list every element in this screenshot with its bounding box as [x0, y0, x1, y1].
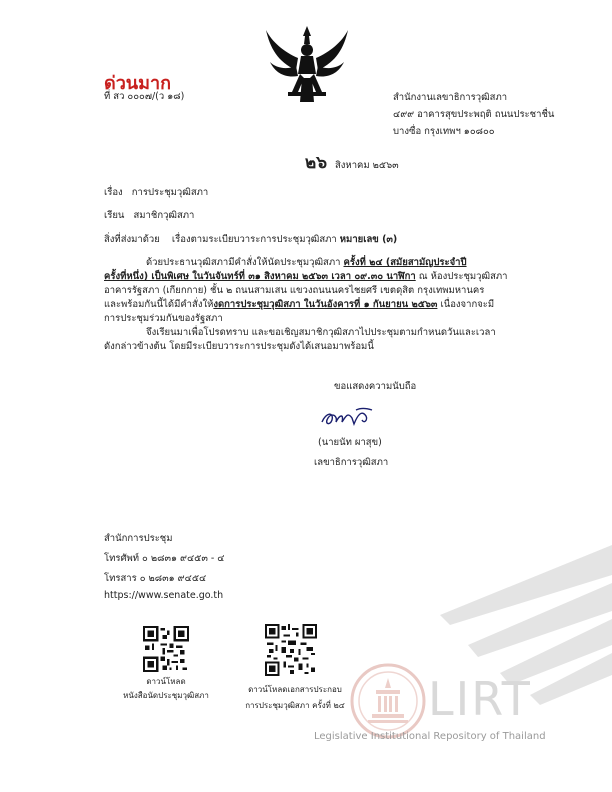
- date-month-year: สิงหาคม ๒๕๖๓: [335, 160, 399, 171]
- body-line: [104, 312, 534, 326]
- meeting-datetime: ครั้งที่หนึ่ง) เป็นพิเศษ ในวันจันทร์ที่ ๓๑ สิงหาคม ๒๕๖๓ เวลา ๐๙.๓๐ นาฬิกา: [104, 271, 416, 282]
- closing: ขอแสดงความนับถือ: [334, 381, 417, 392]
- lirt-watermark-text: LIRT: [428, 672, 532, 726]
- subject-label: เรื่อง: [104, 187, 123, 198]
- cancelled-meeting: งดการประชุมวุฒิสภา ในวันอังคารที่ ๑ กันยายน ๒๕๖๓: [213, 299, 438, 310]
- sender-line-2: ๔๙๙ อาคารสุขประพฤติ ถนนประชาชื่น: [393, 109, 555, 120]
- footer-office: สำนักการประชุม: [104, 533, 173, 544]
- date-day: ๒๖: [305, 153, 327, 173]
- body-line: ดังกล่าวข้างต้น โดยมีระเบียบวาระการประชุมดังได้เสนอมาพร้อมนี้: [104, 341, 374, 352]
- sender-line-1: สำนักงานเลขาธิการวุฒิสภา: [393, 92, 508, 103]
- garuda-emblem: [262, 22, 352, 108]
- recipient-row: [104, 209, 194, 223]
- attachment-row: [104, 233, 397, 247]
- subject-text: การประชุมวุฒิสภา: [131, 187, 209, 198]
- body-paragraph-2: [104, 326, 534, 354]
- signer-name: (นายนัท ผาสุข): [318, 437, 382, 448]
- body-line: [104, 270, 534, 284]
- signer-title: เลขาธิการวุฒิสภา: [314, 457, 389, 468]
- body-text: การประชุมร่วมกันของรัฐสภา: [104, 313, 223, 324]
- signature: [318, 404, 380, 430]
- body-line: [104, 298, 534, 312]
- footer-phone: โทรศัพท์ ๐ ๒๘๓๑ ๙๔๕๓ - ๔: [104, 553, 225, 564]
- attachment-label: สิ่งที่ส่งมาด้วย: [104, 234, 160, 245]
- recipient-label: เรียน: [104, 210, 125, 221]
- body-text: และพร้อมกันนี้ได้มีคำสั่งให้: [104, 299, 214, 310]
- qr-2-caption-line-1: ดาวน์โหลดเอกสารประกอบ: [248, 685, 342, 694]
- urgency-label: ด่วนมาก: [104, 73, 171, 94]
- body-text: ด้วยประธานวุฒิสภามีคำสั่งให้นัดประชุมวุฒิสภา: [146, 257, 341, 268]
- footer-url[interactable]: https://www.senate.go.th: [104, 590, 224, 601]
- body-line: จึงเรียนมาเพื่อโปรดทราบ และขอเชิญสมาชิกวุฒิสภาไปประชุมตามกำหนดวันและเวลา: [146, 327, 496, 338]
- lirt-watermark-caption: Legislative Institutional Repository of Thailand: [314, 731, 546, 742]
- document-number: ที่ สว ๐๐๐๗/(ว ๑๘): [104, 91, 185, 102]
- body-text: เนื่องจากจะมี: [440, 299, 495, 310]
- body-line: [104, 256, 534, 270]
- qr-code-invitation[interactable]: [143, 626, 189, 672]
- document-date: [305, 153, 399, 173]
- footer-fax: โทรสาร ๐ ๒๘๓๑ ๙๔๕๔: [104, 573, 207, 584]
- qr-code-documents[interactable]: [265, 624, 317, 676]
- body-text: อาคารรัฐสภา (เกียกกาย) ชั้น ๒ ถนนสามเสน แขวงถนนนครไชยศรี เขตดุสิต กรุงเทพมหานคร: [104, 285, 485, 296]
- body-line: [104, 284, 534, 298]
- meeting-number: ครั้งที่ ๒๔ (สมัยสามัญประจำปี: [343, 257, 467, 268]
- attachment-text: เรื่องตามระเบียบวาระการประชุมวุฒิสภา: [171, 234, 337, 245]
- subject-row: [104, 186, 208, 200]
- sender-line-3: บางซื่อ กรุงเทพฯ ๑๐๘๐๐: [393, 126, 495, 137]
- body-paragraph-1: [104, 256, 534, 326]
- parliament-seal-watermark: [348, 662, 428, 740]
- attachment-number: หมายเลข (๓): [339, 234, 398, 245]
- qr-1-caption-line-2: หนังสือนัดประชุมวุฒิสภา: [123, 691, 209, 700]
- qr-2-caption-line-2: การประชุมวุฒิสภา ครั้งที่ ๒๔: [245, 701, 345, 710]
- body-text: ณ ห้องประชุมวุฒิสภา: [418, 271, 508, 282]
- qr-1-caption-line-1: ดาวน์โหลด: [146, 677, 186, 686]
- recipient-text: สมาชิกวุฒิสภา: [133, 210, 195, 221]
